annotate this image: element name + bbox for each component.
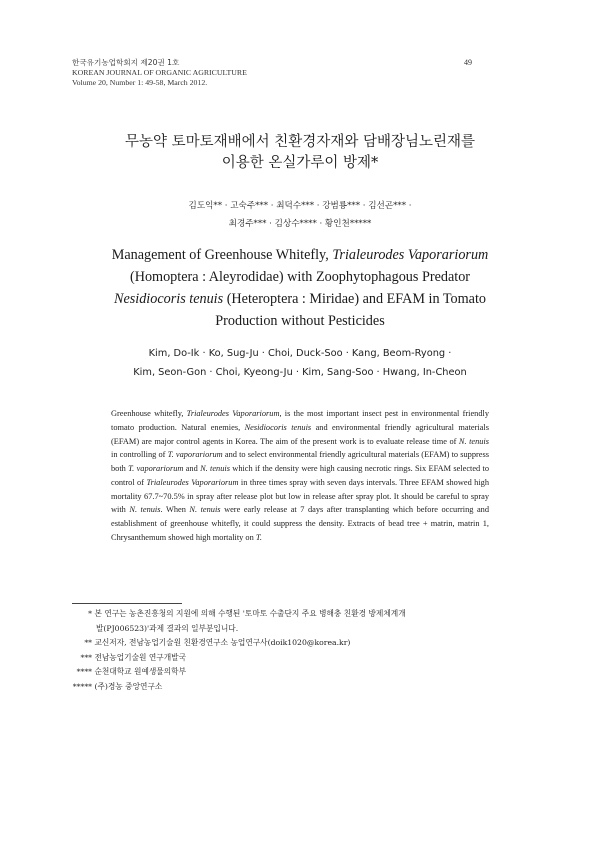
- korean-title-line-2: 이용한 온실가루이 방제*: [221, 155, 379, 171]
- english-title-text: Management of Greenhouse Whitefly,: [111, 247, 333, 263]
- footnote-text: 교신저자, 전남농업기술원 친환경연구소 농업연구사(doik1020@korea.kr): [94, 638, 351, 648]
- journal-name-english: KOREAN JOURNAL OF ORGANIC AGRICULTURE: [72, 68, 247, 78]
- english-title-text: (Heteroptera : Miridae) and EFAM in Tomato: [223, 291, 487, 307]
- journal-volume: Volume 20, Number 1: 49-58, March 2012.: [72, 78, 208, 88]
- footnote-text: 순천대학교 원예생물의학부: [94, 667, 187, 677]
- english-authors-line-1: Kim, Do-Ik · Ko, Sug-Ju · Choi, Duck-Soo · Kang, Beom-Ryong ·: [148, 348, 452, 359]
- footnote-divider: [72, 603, 182, 604]
- korean-authors: [70, 198, 530, 233]
- footnote-affiliation-3: [70, 680, 510, 695]
- korean-authors-line-2: 최경주*** · 김상수**** · 황인천*****: [228, 218, 372, 229]
- journal-header: [72, 58, 247, 89]
- english-title: [70, 244, 530, 332]
- english-title-line-2: (Homoptera : Aleyrodidae) with Zoophytophagous Predator: [129, 269, 471, 285]
- abstract-paragraph: Greenhouse whitefly, Trialeurodes Vaporariorum, is the most important insect pest in environmental friendly tomato production. Natural enemies, Nesidiocoris tenuis and environmental friendly agricultural materials (EFAM) are major control agents in Korea. The aim of the present work is to evaluate release time of N. tenuis in controlling of T. vaporariorum and to select environmental friendly agricultural materials (EFAM) to suppress both T. vaporariorum and N. tenuis which if the density were high causing necrotic rings. Six EFAM selected to control of Trialeurodes Vaporariorum in three times spray with seven days intervals. Three EFAM showed high mortality 67.7~70.5% in spray after release plot but low in release after spray plot. It should be careful to spray with N. tenuis. When N. tenuis were early release at 7 days after transplanting which before occurring and establishment of greenhouse whitefly, it could suppress the density. Extracts of bead tree + matrin, matrin 1, Chrysanthemum showed high mortality on T.: [111, 409, 490, 542]
- footnotes: [70, 607, 510, 695]
- footnote-marker: ***: [80, 652, 92, 662]
- korean-authors-line-1: 김도익** · 고숙주*** · 최덕수*** · 강범룡*** · 김선곤*** ·: [188, 201, 412, 211]
- english-title-line-3: [70, 288, 530, 310]
- footnote-marker: **: [84, 638, 92, 648]
- footnote-funding: [70, 607, 510, 622]
- footnote-affiliation-2: [70, 665, 510, 680]
- english-title-line-4: Production without Pesticides: [215, 313, 385, 329]
- footnote-marker: *****: [72, 681, 92, 691]
- korean-title-line-1: 무농약 토마토재배에서 친환경자재와 담배장님노린재를: [125, 134, 475, 150]
- english-authors-line-2: Kim, Seon-Gon · Choi, Kyeong-Ju · Kim, Sang-Soo · Hwang, In-Cheon: [133, 367, 467, 378]
- footnote-corresponding-author: [70, 636, 510, 651]
- korean-title: [70, 132, 530, 174]
- species-name-italic: Trialeurodes Vaporariorum: [332, 247, 489, 263]
- footnote-funding-cont: [70, 622, 510, 637]
- footnote-text: 발(PJ006523)'과제 결과의 일부분입니다.: [96, 623, 239, 633]
- english-title-line-1: [70, 244, 530, 266]
- footnote-marker: *: [88, 609, 92, 618]
- page-number: 49: [464, 58, 472, 67]
- english-authors: [70, 344, 530, 382]
- footnote-text: 본 연구는 농촌진흥청의 지원에 의해 수행된 '토마토 수출단지 주요 병해충 친환경 방제체계개: [94, 609, 406, 618]
- footnote-text: (주)경농 중앙연구소: [94, 681, 163, 691]
- journal-name-korean: 한국유기농업학회지 제20권 1호: [72, 58, 180, 67]
- footnote-affiliation-1: [70, 651, 510, 666]
- footnote-text: 전남농업기술원 연구개발국: [94, 652, 187, 662]
- footnote-marker: ****: [76, 667, 92, 677]
- species-name-italic: Nesidiocoris tenuis: [113, 291, 224, 307]
- abstract: [111, 407, 489, 545]
